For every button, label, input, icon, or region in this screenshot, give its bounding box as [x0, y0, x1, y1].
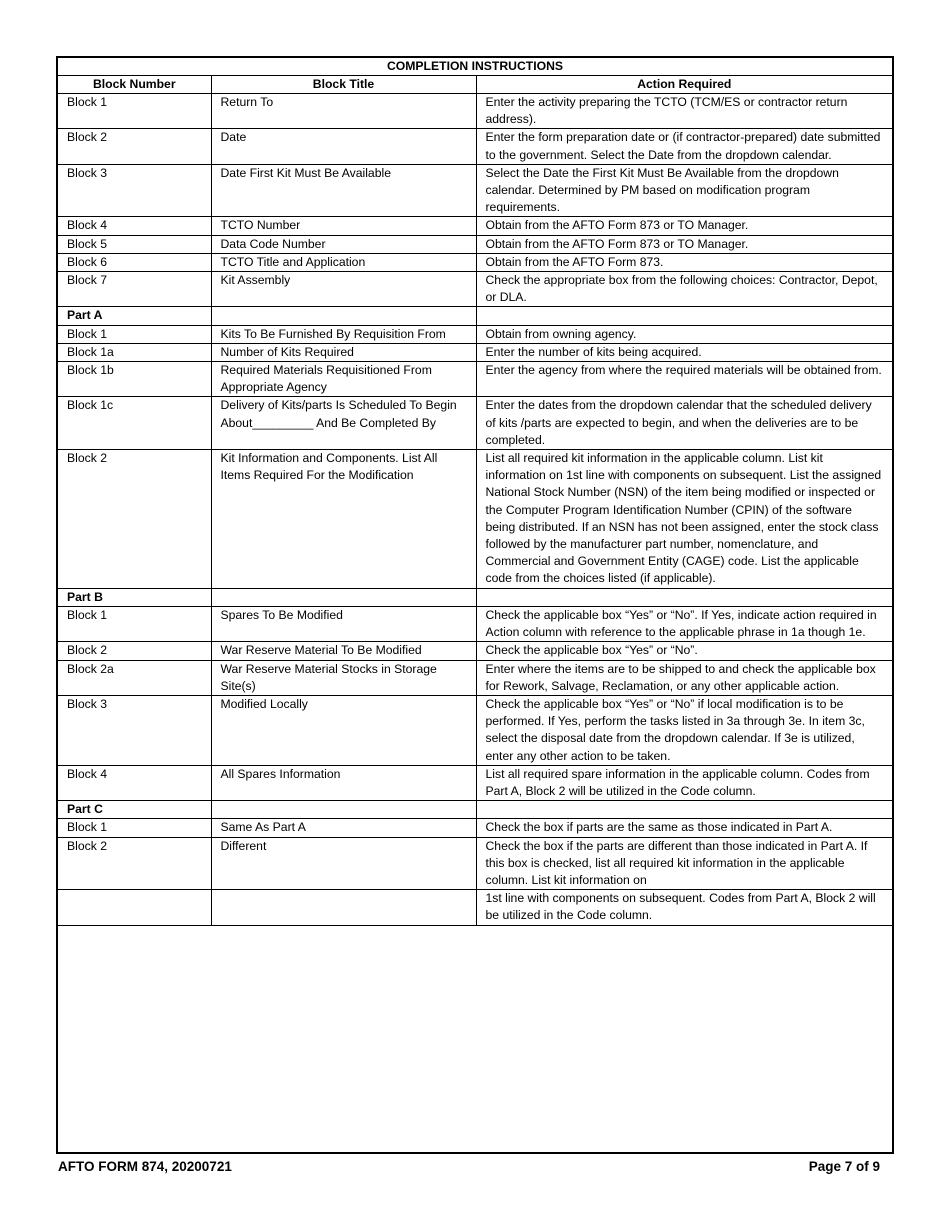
page-number: Page 7 of 9: [808, 1159, 880, 1174]
block-number-cell: Block 1c: [58, 397, 211, 450]
table-row: [58, 660, 892, 695]
block-title-cell: TCTO Title and Application: [211, 253, 476, 271]
section-row: [58, 588, 892, 606]
header-block-number: Block Number: [58, 76, 211, 94]
block-title-cell: Spares To Be Modified: [211, 606, 476, 641]
table-row: [58, 606, 892, 641]
table-row: [58, 253, 892, 271]
table-title: COMPLETION INSTRUCTIONS: [58, 58, 892, 76]
table-row: [58, 129, 892, 164]
form-identifier: AFTO FORM 874, 20200721: [58, 1159, 232, 1174]
block-number-cell: Block 6: [58, 253, 211, 271]
block-title-cell: Date First Kit Must Be Available: [211, 164, 476, 217]
block-number-cell: Block 4: [58, 217, 211, 235]
table-row: [58, 695, 892, 765]
action-required-cell: List all required spare information in the applicable column. Codes from Part A, Block 2 will be utilized in the Code column.: [476, 765, 892, 800]
section-row: [58, 307, 892, 325]
block-number-cell: Block 2a: [58, 660, 211, 695]
block-number-cell: Block 2: [58, 642, 211, 660]
block-title-cell: All Spares Information: [211, 765, 476, 800]
block-title-cell: Number of Kits Required: [211, 343, 476, 361]
action-required-cell: List all required kit information in the applicable column. List kit information on 1st line with components on subsequent. List the assigned National Stock Number (NSN) of the item being modified or inspected or the Computer Program Identification Number (CPIN) of the software being distributed. If an NSN has not been assigned, enter the stock class followed by the manufacturer part number, nomenclature, and Commercial and Government Entity (CAGE) code. List the applicable code from the choices listed (if applicable).: [476, 450, 892, 589]
action-required-cell: [476, 307, 892, 325]
header-block-title: Block Title: [211, 76, 476, 94]
block-title-cell: TCTO Number: [211, 217, 476, 235]
action-required-cell: Enter the form preparation date or (if contractor-prepared) date submitted to the government. Select the Date from the dropdown calendar.: [476, 129, 892, 164]
block-number-cell: Block 3: [58, 695, 211, 765]
table-row: [58, 765, 892, 800]
table-row: [58, 235, 892, 253]
block-number-cell: Block 1: [58, 94, 211, 129]
block-title-cell: [211, 890, 476, 925]
action-required-cell: Obtain from owning agency.: [476, 325, 892, 343]
table-row: [58, 362, 892, 397]
block-title-cell: Different: [211, 837, 476, 890]
table-row: [58, 642, 892, 660]
action-required-cell: Check the appropriate box from the following choices: Contractor, Depot, or DLA.: [476, 272, 892, 307]
action-required-cell: Check the box if parts are the same as those indicated in Part A.: [476, 819, 892, 837]
block-title-cell: Kits To Be Furnished By Requisition From: [211, 325, 476, 343]
header-action-required: Action Required: [476, 76, 892, 94]
block-title-cell: Modified Locally: [211, 695, 476, 765]
block-number-cell: Part A: [58, 307, 211, 325]
table-row: [58, 890, 892, 925]
block-title-cell: Delivery of Kits/parts Is Scheduled To Begin About_________ And Be Completed By: [211, 397, 476, 450]
table-row: [58, 272, 892, 307]
block-title-cell: Kit Information and Components. List All Items Required For the Modification: [211, 450, 476, 589]
instructions-table: [58, 58, 892, 926]
action-required-cell: Check the applicable box “Yes” or “No”. If Yes, indicate action required in Action column with reference to the applicable phrase in 1a though 1e.: [476, 606, 892, 641]
block-title-cell: Date: [211, 129, 476, 164]
table-row: [58, 325, 892, 343]
block-number-cell: Block 3: [58, 164, 211, 217]
block-number-cell: Block 1: [58, 819, 211, 837]
table-row: [58, 217, 892, 235]
action-required-cell: [476, 588, 892, 606]
block-number-cell: Part B: [58, 588, 211, 606]
block-number-cell: Block 2: [58, 837, 211, 890]
action-required-cell: Enter the dates from the dropdown calendar that the scheduled delivery of kits /parts are expected to begin, and when the deliveries are to be completed.: [476, 397, 892, 450]
action-required-cell: Enter the activity preparing the TCTO (TCM/ES or contractor return address).: [476, 94, 892, 129]
block-title-cell: [211, 801, 476, 819]
form-frame: [56, 56, 894, 1154]
action-required-cell: Obtain from the AFTO Form 873 or TO Manager.: [476, 235, 892, 253]
action-required-cell: [476, 801, 892, 819]
action-required-cell: Enter the agency from where the required materials will be obtained from.: [476, 362, 892, 397]
block-title-cell: Return To: [211, 94, 476, 129]
table-row: [58, 397, 892, 450]
block-number-cell: Block 5: [58, 235, 211, 253]
action-required-cell: Obtain from the AFTO Form 873 or TO Manager.: [476, 217, 892, 235]
block-title-cell: [211, 307, 476, 325]
action-required-cell: Enter where the items are to be shipped to and check the applicable box for Rework, Salvage, Reclamation, or any other applicable action.: [476, 660, 892, 695]
block-title-cell: Required Materials Requisitioned From Appropriate Agency: [211, 362, 476, 397]
block-number-cell: Block 1a: [58, 343, 211, 361]
table-row: [58, 450, 892, 589]
block-number-cell: Block 1b: [58, 362, 211, 397]
action-required-cell: Enter the number of kits being acquired.: [476, 343, 892, 361]
action-required-cell: Check the applicable box “Yes” or “No” if local modification is to be performed. If Yes, perform the tasks listed in 3a through 3e. In item 3c, select the disposal date from the dropdown calendar. If 3e is utilized, enter any other action to be taken.: [476, 695, 892, 765]
block-number-cell: Block 1: [58, 606, 211, 641]
block-title-cell: [211, 588, 476, 606]
table-row: [58, 343, 892, 361]
block-number-cell: Block 4: [58, 765, 211, 800]
block-title-cell: Data Code Number: [211, 235, 476, 253]
block-title-cell: War Reserve Material To Be Modified: [211, 642, 476, 660]
table-row: [58, 164, 892, 217]
block-title-cell: War Reserve Material Stocks in Storage Site(s): [211, 660, 476, 695]
block-number-cell: Block 1: [58, 325, 211, 343]
table-row: [58, 819, 892, 837]
section-row: [58, 801, 892, 819]
action-required-cell: Select the Date the First Kit Must Be Available from the dropdown calendar. Determined by PM based on modification program requirements.: [476, 164, 892, 217]
table-row: [58, 837, 892, 890]
table-row: [58, 94, 892, 129]
action-required-cell: Check the box if the parts are different than those indicated in Part A. If this box is checked, list all required kit information in the applicable column. List kit information on: [476, 837, 892, 890]
block-number-cell: Block 2: [58, 450, 211, 589]
block-title-cell: Same As Part A: [211, 819, 476, 837]
action-required-cell: 1st line with components on subsequent. Codes from Part A, Block 2 will be utilized in the Code column.: [476, 890, 892, 925]
block-number-cell: Part C: [58, 801, 211, 819]
block-number-cell: [58, 890, 211, 925]
block-number-cell: Block 7: [58, 272, 211, 307]
block-number-cell: Block 2: [58, 129, 211, 164]
action-required-cell: Check the applicable box “Yes” or “No”.: [476, 642, 892, 660]
block-title-cell: Kit Assembly: [211, 272, 476, 307]
action-required-cell: Obtain from the AFTO Form 873.: [476, 253, 892, 271]
